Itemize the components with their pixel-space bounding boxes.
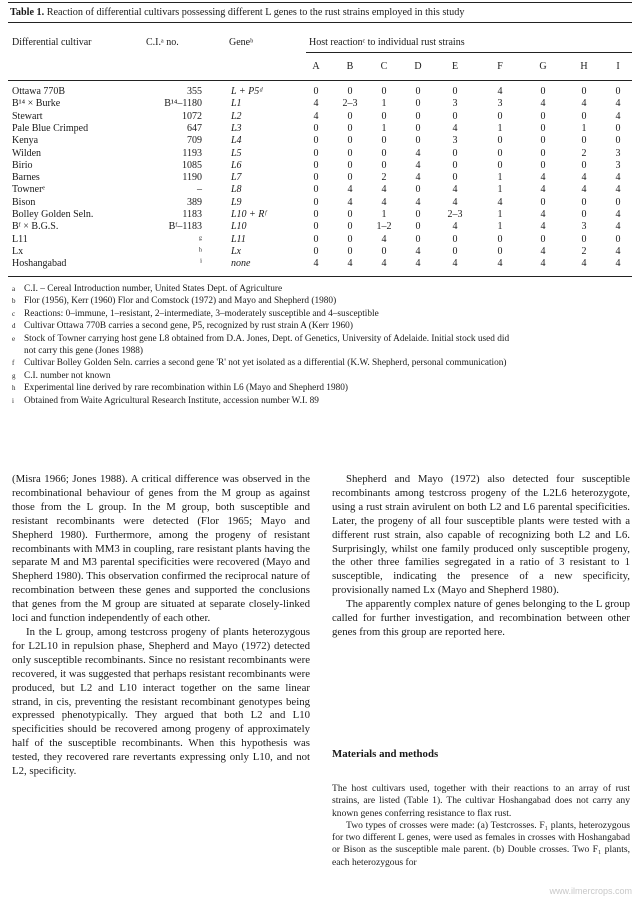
footnote-mark: a [12,285,16,293]
reaction-cell: 1–2 [376,221,392,233]
ci-number-cell: 1193 [182,147,202,159]
reaction-cell: 0 [381,86,387,97]
strain-header-h: H [580,61,588,72]
gene-cell: L + P5ᵈ [231,86,263,97]
footnote [12,308,628,320]
reaction-cell: 0 [452,110,458,122]
strain-header-g: G [539,61,547,72]
caption-rule [8,22,632,23]
col-header-ci: C.I.ᵃ no. [146,37,179,48]
cultivar-cell: Bolley Golden Seln. [12,209,94,220]
footnote-mark: i [12,396,14,405]
reaction-cell: 0 [347,245,353,257]
ci-number-cell: 709 [187,135,202,147]
reaction-cell: 0 [540,147,546,159]
reaction-cell: 0 [540,135,546,147]
ci-number-cell: Bᶠ–1183 [168,221,202,233]
ci-number-cell: B¹⁴–1180 [164,98,202,110]
gene-cell: L6 [231,159,242,171]
reaction-cell: 0 [313,159,319,171]
reaction-cell: 3 [581,221,587,233]
reaction-cell: 3 [452,135,458,147]
reaction-cell: 0 [347,209,353,220]
reaction-cell: 4 [497,258,503,270]
reaction-cell: 4 [581,98,587,110]
reaction-cell: 4 [381,196,387,208]
cultivar-cell: Pale Blue Crimped [12,122,89,134]
reaction-cell: 0 [581,209,587,220]
ci-number-cell: 355 [187,86,202,97]
reaction-cell: 4 [581,184,587,196]
gene-cell: none [231,258,251,270]
reaction-cell: 1 [497,221,503,233]
footnote-text: Flor (1956), Kerr (1960) Flor and Comstock (1972) and Mayo and Shepherd (1980) [24,296,337,307]
gene-cell: L7 [231,172,242,184]
reaction-cell: 4 [415,196,421,208]
reaction-cell: 4 [615,172,621,184]
reaction-cell: 4 [415,245,421,257]
ci-number-cell: ʰ [198,245,202,257]
reaction-cell: 4 [347,184,353,196]
footnote [12,295,628,307]
reaction-cell: 0 [452,86,458,97]
top-rule [8,2,632,3]
gene-cell: L2 [231,110,242,122]
reaction-cell: 1 [497,122,503,134]
table-label: Table 1. [10,7,45,18]
reaction-cell: 4 [540,209,546,220]
reaction-cell: 0 [347,172,353,184]
reaction-cell: 1 [381,98,387,110]
left-paragraph-2: In the L group, among testcross progeny of plants heterozygous for L2L10 in repulsion phase, Shepherd and Mayo (1972) detected only susceptible recombinants. Since no resistant recombinants were recovered, it was suggested that perhaps resistant recombinants were produced, but L2 and L10 interact together on the same linear strand, in cis, preventing the resistant recombinant genotypes being expressed phenotypically. They argued that both L2 and L10 specificities should be recovered among progeny of approximately half of the susceptible recombinants. When this hypothesis was tested, they recovered rare revertants expressing only L10, and not L2, specificity. [12,625,310,778]
strain-header-e: E [451,61,459,72]
reaction-cell: 0 [313,147,319,159]
footnote-mark: g [12,371,16,380]
reaction-cell: 4 [313,258,319,270]
reaction-cell: 0 [615,135,621,147]
reaction-cell: 4 [452,258,458,270]
reaction-cell: 4 [381,184,387,196]
reaction-cell: 0 [540,110,546,122]
footnote-text: not carry this gene (Jones 1988) [24,346,144,356]
reaction-cell: 0 [415,110,421,122]
reaction-cell: 4 [452,122,458,134]
footnote [12,395,628,407]
gene-cell: L3 [231,122,242,134]
cultivar-cell: Kenya [12,135,39,147]
ci-number-cell: 1190 [182,172,202,184]
reaction-cell: 4 [615,209,621,220]
host-subrule [306,52,632,53]
cultivar-cell: L11 [12,233,28,245]
reaction-cell: 0 [497,147,503,159]
ci-number-cell: 1072 [182,110,202,122]
reaction-cell: 4 [540,221,546,233]
reaction-cell: 4 [615,98,621,110]
reaction-cell: 0 [615,122,621,134]
cultivar-cell: Townerᵉ [12,184,45,196]
reaction-cell: 0 [581,233,587,245]
col-header-host-reaction: Host reactionᶜ to individual rust strains [309,37,465,48]
reaction-cell: 0 [497,110,503,122]
footnote-mark: c [12,309,16,318]
reaction-cell: 0 [415,184,421,196]
reaction-cell: 0 [415,209,421,220]
reaction-cell: 4 [313,110,319,122]
reaction-cell: 3 [615,159,621,171]
reaction-cell: 3 [497,98,503,110]
section-heading: Materials and methods [332,748,439,760]
reaction-cell: 4 [381,233,387,245]
reaction-cell: 4 [415,258,421,270]
footnote [12,345,628,357]
reaction-cell: 4 [581,258,587,270]
reaction-cell: 0 [381,135,387,147]
ci-number-cell: 1085 [182,159,202,171]
left-column [12,473,310,779]
gene-cell: L9 [231,196,242,208]
footnote-text: Obtained from Waite Agricultural Research Institute, accession number W.I. 89 [24,395,319,406]
reaction-cell: 0 [540,196,546,208]
footnote-mark: e [12,334,16,343]
reaction-cell: 0 [581,196,587,208]
col-header-gene: Geneᵇ [229,37,254,48]
footnote [12,320,628,332]
reaction-cell: 0 [497,159,503,171]
reaction-cell: 1 [381,122,387,134]
footnote-mark: f [12,359,15,368]
table-caption [10,6,630,19]
reaction-cell: 0 [347,147,353,159]
footnote-text: C.I. – Cereal Introduction number, United States Dept. of Agriculture [24,284,283,294]
cultivar-cell: Birio [12,159,33,171]
reaction-cell: 0 [540,122,546,134]
reaction-cell: 0 [313,86,319,97]
reaction-cell: 1 [381,209,387,220]
gene-cell: L8 [231,184,242,196]
reaction-cell: 0 [452,172,458,184]
reaction-cell: 0 [381,110,387,122]
reaction-cell: 0 [313,209,319,220]
cultivar-cell: Ottawa 770B [12,86,66,97]
strain-header-f: F [497,61,503,72]
reaction-cell: 0 [415,233,421,245]
cultivar-cell: Bᶠ × B.G.S. [12,221,59,233]
reaction-cell: 0 [347,86,353,97]
footnote [12,283,628,295]
gene-cell: L4 [231,135,242,147]
footnote [12,357,628,369]
ci-number-cell: – [197,184,202,196]
methods-paragraph-2: Two types of crosses were made: (a) Testcrosses. F₁ plants, heterozygous for two different L genes, were used as females in crosses with Hoshangabad or Bison as the susceptible male parent. (b) Double crosses. Two F₁ plants, each heterozygous for [332,819,630,868]
reaction-cell: 0 [540,86,546,97]
reaction-cell: 0 [347,221,353,233]
header-rule [8,80,632,81]
reaction-cell: 0 [381,245,387,257]
reaction-cell: 0 [313,172,319,184]
reaction-cell: 0 [347,110,353,122]
reaction-cell: 4 [313,98,319,110]
reaction-cell: 4 [497,196,503,208]
reaction-cell: 4 [615,110,621,122]
reaction-cell: 0 [415,86,421,97]
reaction-cell: 1 [497,184,503,196]
reaction-cell: 4 [581,172,587,184]
footnote-mark: d [12,322,16,331]
reaction-cell: 0 [415,221,421,233]
reaction-cell: 1 [497,172,503,184]
reaction-cell: 4 [452,196,458,208]
strain-header-i: I [616,61,620,72]
right-column [332,473,630,640]
reaction-cell: 2 [581,245,587,257]
reaction-cell: 4 [452,221,458,233]
reaction-cell: 0 [581,159,587,171]
reaction-cell: 4 [540,245,546,257]
methods-paragraph-1: The host cultivars used, together with their reactions to an array of rust strains, are listed (Table 1). The cultivar Hoshangabad does not carry any known genes conferring resistance to flax rust. [332,783,630,819]
reaction-cell: 0 [452,233,458,245]
reaction-cell: 0 [313,196,319,208]
reaction-cell: 0 [540,233,546,245]
reaction-cell: 4 [347,196,353,208]
reaction-cell: 0 [347,159,353,171]
cultivar-cell: Stewart [12,110,43,122]
right-paragraph-2: The apparently complex nature of genes belonging to the L group called for further investigation, and recombination between other genes from this group are reported here. [332,598,630,638]
ci-number-cell: 647 [187,122,202,134]
watermark: www.ilmercrops.com [549,886,632,896]
gene-cell: Lx [231,245,241,257]
reaction-cell: 0 [415,122,421,134]
reaction-cell: 0 [497,233,503,245]
footnote [12,370,628,382]
strain-header-b: B [346,61,354,72]
reaction-cell: 0 [615,196,621,208]
footnote-text: Reactions: 0–immune, 1–resistant, 2–intermediate, 3–moderately susceptible and 4–susceptible [24,308,379,319]
reaction-cell: 4 [347,258,353,270]
reaction-cell: 4 [615,258,621,270]
footnote-text: Cultivar Ottawa 770B carries a second gene, P5, recognized by rust strain A (Kerr 1960) [24,321,353,332]
reaction-cell: 4 [452,184,458,196]
reaction-cell: 4 [540,258,546,270]
gene-cell: L5 [231,147,242,159]
cultivar-cell: Wilden [12,147,42,159]
left-paragraph-1: (Misra 1966; Jones 1988). A critical difference was observed in the recombinational behaviour of genes from the M group as against those from the L group. In the M group, both susceptible and resistant recombinants were detected (Flor 1965; Mayo and Shepherd 1980). Furthermore, among the progeny of resistant recombinants with MM3 in coupling, rare resistant plants having the separate M and M3 parental specificities were recovered (Mayo and Shepherd 1980). This observation confirmed the reciprocal nature of recombination between these genes and supported the conclusions that genes from the M group are situated at separate closely-linked loci and function independently of each other. [12,473,310,625]
table-caption-text: Reaction of differential cultivars possessing different L genes to the rust strains employed in this study [46,7,465,18]
reaction-cell: 0 [581,135,587,147]
reaction-cell: 0 [581,86,587,97]
gene-cell: L10 + Rᶠ [231,209,267,220]
reaction-cell: 0 [347,122,353,134]
reaction-cell: 4 [381,258,387,270]
footnote-mark: b [12,297,16,306]
reaction-cell: 4 [497,86,503,97]
reaction-cell: 4 [540,184,546,196]
reaction-cell: 4 [415,172,421,184]
reaction-cell: 2 [381,172,387,184]
strain-header-d: D [414,61,422,72]
reaction-cell: 0 [415,98,421,110]
reaction-cell: 0 [615,233,621,245]
reaction-cell: 0 [347,135,353,147]
cultivar-cell: Lx [12,245,24,257]
reaction-cell: 1 [497,209,503,220]
ci-number-cell: ⁱ [199,258,202,270]
reaction-cell: 0 [313,245,319,257]
reaction-cell: 0 [313,221,319,233]
footnote [12,382,628,394]
right-paragraph-1: Shepherd and Mayo (1972) also detected four susceptible recombinants among testcross progeny of the L2L6 heterozygote, using a rust strain avirulent on both L2 and L6 parental specificities. Later, the progeny of all four susceptible plants were tested with a different rust strain, also capable of recognizing both L2 and L6. Surprisingly, whilst one family produced only susceptible progeny, the other three families segregated in a ratio of 3 resistant to 1 susceptible, indicating the presence of a new specificity, provisionally named Lx (Mayo and Shepherd 1980). [332,473,630,597]
reaction-cell: 0 [415,135,421,147]
reaction-cell: 0 [381,147,387,159]
reaction-cell: 4 [415,159,421,171]
methods-text [332,783,630,869]
reaction-cell: 4 [615,221,621,233]
reaction-cell: 4 [540,172,546,184]
reaction-cell: 3 [615,147,621,159]
reaction-cell: 2 [581,147,587,159]
table-bottom-rule [8,276,632,277]
reaction-cell: 4 [540,98,546,110]
reaction-cell: 0 [313,233,319,245]
cultivar-cell: Hoshangabad [12,258,67,270]
footnote-text: C.I. number not known [24,370,111,381]
footnote-text: Stock of Towner carrying host gene L8 obtained from D.A. Jones, Dept. of Genetics, University of Adelaide. Initial stock used did [24,333,510,344]
reaction-cell: 4 [415,147,421,159]
reaction-cell: 0 [497,135,503,147]
col-header-cultivar: Differential cultivar [12,37,92,48]
cultivar-cell: Bison [12,196,36,208]
ci-number-cell: ᵍ [198,233,202,245]
gene-cell: L1 [231,98,242,110]
strain-header-a: A [312,61,320,72]
reaction-cell: 0 [452,159,458,171]
footnote [12,333,628,345]
reaction-cell: 0 [615,86,621,97]
footnote-mark: h [12,384,16,393]
reaction-cell: 1 [581,122,587,134]
reaction-cell: 0 [452,147,458,159]
reaction-cell: 4 [615,245,621,257]
reaction-cell: 0 [313,122,319,134]
cultivar-cell: B¹⁴ × Burke [12,98,61,110]
cultivar-cell: Barnes [12,172,40,184]
reaction-cell: 0 [497,245,503,257]
reaction-cell: 0 [381,159,387,171]
reaction-cell: 4 [615,184,621,196]
reaction-cell: 0 [313,135,319,147]
gene-cell: L11 [231,233,246,245]
footnote-text: Experimental line derived by rare recombination within L6 (Mayo and Shepherd 1980) [24,383,349,394]
ci-number-cell: 1183 [182,209,202,220]
reaction-cell: 0 [313,184,319,196]
reaction-cell: 3 [452,98,458,110]
reaction-cell: 0 [581,110,587,122]
reaction-cell: 0 [540,159,546,171]
strain-header-c: C [380,61,388,72]
reaction-cell: 2–3 [447,209,463,220]
reaction-cell: 0 [452,245,458,257]
reaction-cell: 0 [347,233,353,245]
ci-number-cell: 389 [187,196,202,208]
gene-cell: L10 [231,221,247,233]
reaction-cell: 2–3 [342,98,358,110]
footnote-text: Cultivar Bolley Golden Seln. carries a second gene 'R' not yet isolated as a differential (K.W. Shepherd, personal communication) [24,358,507,369]
